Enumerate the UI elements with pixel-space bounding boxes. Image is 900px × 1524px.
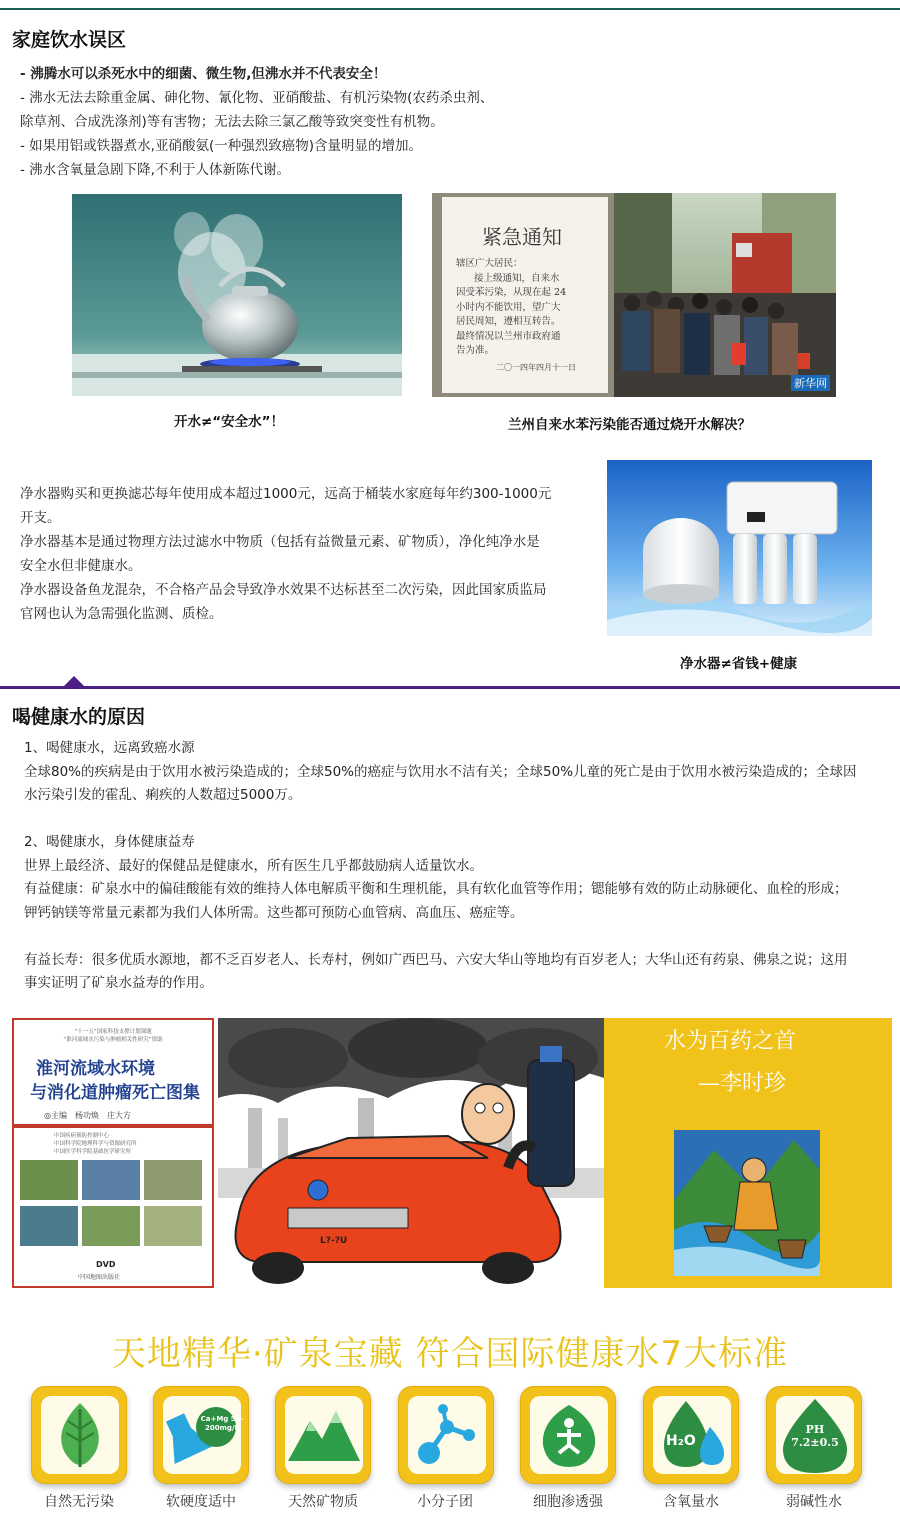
purifier-line: 开支。 [20,510,61,526]
book-title-line1: 淮河流域水环境 [36,1059,155,1079]
quote-line-1: 水为百药之首 [664,1029,797,1054]
standard-label: 自然无污染 [44,1494,114,1510]
standard-label: 小分子团 [417,1494,473,1510]
caption-lanzhou: 兰州自来水苯污染能否通过烧开水解决？ [508,417,751,433]
notice-line: 二〇一四年四月十一日 [496,362,576,372]
polluted-water-cartoon [218,1018,604,1288]
kettle-photo [72,194,402,396]
hardness-badge: Ca+Mg 50-200mg/L [200,1415,244,1432]
ph-badge: PH 7.2±0.5 [791,1423,839,1449]
purifier-paragraph [20,482,595,626]
section-title-drinking-myths: 家庭饮水误区 [12,29,127,51]
book-dvd-mark: DVD [96,1260,116,1269]
monk-drawing-water-image [674,1130,820,1276]
banner-title: 天地精华·矿泉宝藏 符合国际健康水7大标准 [111,1334,789,1374]
notice-line: 告为准。 [456,345,495,356]
reason-spacer [24,808,884,832]
myth-item: - 如果用铝或铁器煮水,亚硝酸氨(一种强烈致癌物)含量明显的增加。 [20,138,422,154]
standard-label: 软硬度适中 [166,1494,236,1510]
standard-card-oxygen [643,1386,739,1484]
reasons-paragraph [24,737,884,996]
notice-line: 接上级通知，自来水 [474,272,560,284]
reason-line: 全球80%的疾病是由于饮用水被污染造成的；全球50%的癌症与饮用水不洁有关；全球50%儿童的死亡是由于饮用水被污染造成的；全球因 [24,763,857,780]
book-org: 中国科学院地理科学与资源研究所 [54,1141,137,1147]
purifier-photo [607,460,872,636]
purifier-line: 安全水但非健康水。 [20,558,142,574]
book-title-line2: 与消化道肿瘤死亡图集 [30,1083,200,1103]
notice-line: 辖区广大居民： [456,258,523,269]
reason-line: 有益健康：矿泉水中的偏硅酸能有效的维持人体电解质平衡和生理机能，具有软化血管等作用；锶能够有效的防止动脉硬化、血栓的形成； [24,881,848,897]
book-top-note [22,1028,204,1044]
book-photo-collage [20,1160,206,1260]
section-title-healthy-water: 喝健康水的原因 [12,706,146,728]
notice-line: 小时内不能饮用，望广大 [456,301,561,313]
book-red-band [14,1124,212,1128]
notice-title: 紧急通知 [482,225,562,249]
notice-line: 居民周知，遵相互转告。 [456,316,561,327]
meditation-icon [537,1401,601,1471]
reason-line: 事实证明了矿泉水益寿的作用。 [24,975,213,991]
divider-notch [62,676,86,688]
book-org: 中国疾病预防控制中心 [54,1133,110,1139]
standard-card-natural [31,1386,127,1484]
book-editors: ◎主编 杨功焕 庄大方 [44,1111,131,1120]
leaf-icon [50,1399,110,1471]
h2o-badge: H₂O [666,1433,696,1449]
standard-card-small-molecule [398,1386,494,1484]
myth-item: - 沸水含氧量急剧下降,不利于人体新陈代谢。 [20,162,290,178]
book-publisher: 中国地图出版社 [78,1274,121,1281]
section-divider [0,686,900,689]
standard-label: 天然矿物质 [288,1494,358,1510]
mountain-icon [288,1405,360,1467]
purifier-line: 官网也认为急需强化监测、质检。 [20,606,223,622]
standard-label: 弱碱性水 [786,1494,842,1510]
purifier-line: 净水器基本是通过物理方法过滤水中物质（包括有益微量元素、矿物质），净化纯净水是 [20,534,540,550]
standard-label: 含氧量水 [663,1494,719,1510]
xinhua-logo: 新华网 [791,375,830,391]
standard-card-alkaline [766,1386,862,1484]
book-orgs [54,1132,137,1156]
myth-item: - 沸腾水可以杀死水中的细菌、微生物,但沸水并不代表安全！ [20,66,387,82]
myth-list [20,62,890,182]
lanzhou-photo [432,193,836,397]
notice-line: 最终情况以兰州市政府通 [456,330,561,342]
molecule-icon [409,1401,485,1471]
li-shizhen-quote-panel [604,1018,892,1288]
standard-label: 细胞渗透强 [533,1494,603,1510]
purifier-line: 净水器设备鱼龙混杂，不合格产品会导致净水效果不达标甚至二次污染，因此国家质监局 [20,582,547,598]
book-org: 中国医学科学院基础医学研究所 [54,1149,132,1155]
quote-line-2: —李时珍 [698,1071,787,1096]
reason-line: 有益长寿：很多优质水源地，都不乏百岁老人、长寿村，例如广西巴马、六安大华山等地均有百岁老人；大华山还有药泉、佛泉之说；这用 [24,951,848,968]
reason-line: 2、喝健康水，身体健康益寿 [24,834,195,850]
myth-item: - 沸水无法去除重金属、砷化物、氰化物、亚硝酸盐、有机污染物(农药杀虫剂、 [20,90,494,106]
standard-card-minerals [275,1386,371,1484]
reason-line: 钾钙钠镁等常量元素都为我们人体所需。这些都可预防心血管病、高血压、癌症等。 [24,904,524,921]
caption-purifier: 净水器≠省钱+健康 [680,656,798,672]
book-top-note-line: “十一五”国家科技支撑计划课题 [74,1029,152,1035]
standard-card-hardness [153,1386,249,1484]
reason-line: 世界上最经济、最好的保健品是健康水，所有医生几乎都鼓励病人适量饮水。 [24,857,483,874]
book-top-note-line: “淮河流域水污染与肿瘤相关性研究”资助 [63,1037,163,1043]
atlas-book-cover [12,1018,214,1288]
notice-line: 因受苯污染，从现在起 24 [456,287,567,298]
flask-icon [166,1401,238,1471]
standard-card-permeability [520,1386,616,1484]
reason-line: 1、喝健康水，远离致癌水源 [24,740,195,756]
reason-line: 水污染引发的霍乱、痢疾的人数超过5000万。 [24,787,302,803]
myth-item: 除草剂、合成洗涤剂)等有害物；无法去除三氯乙酸等致突变性有机物。 [20,114,444,130]
car-license-plate: L?-?U [320,1236,348,1246]
caption-kettle: 开水≠“安全水”！ [174,414,285,430]
top-rule [0,8,900,10]
notice-body [456,257,606,375]
purifier-line: 净水器购买和更换滤芯每年使用成本超过1000元，远高于桶装水家庭每年约300-1000元 [20,486,552,502]
reason-spacer [24,925,884,949]
